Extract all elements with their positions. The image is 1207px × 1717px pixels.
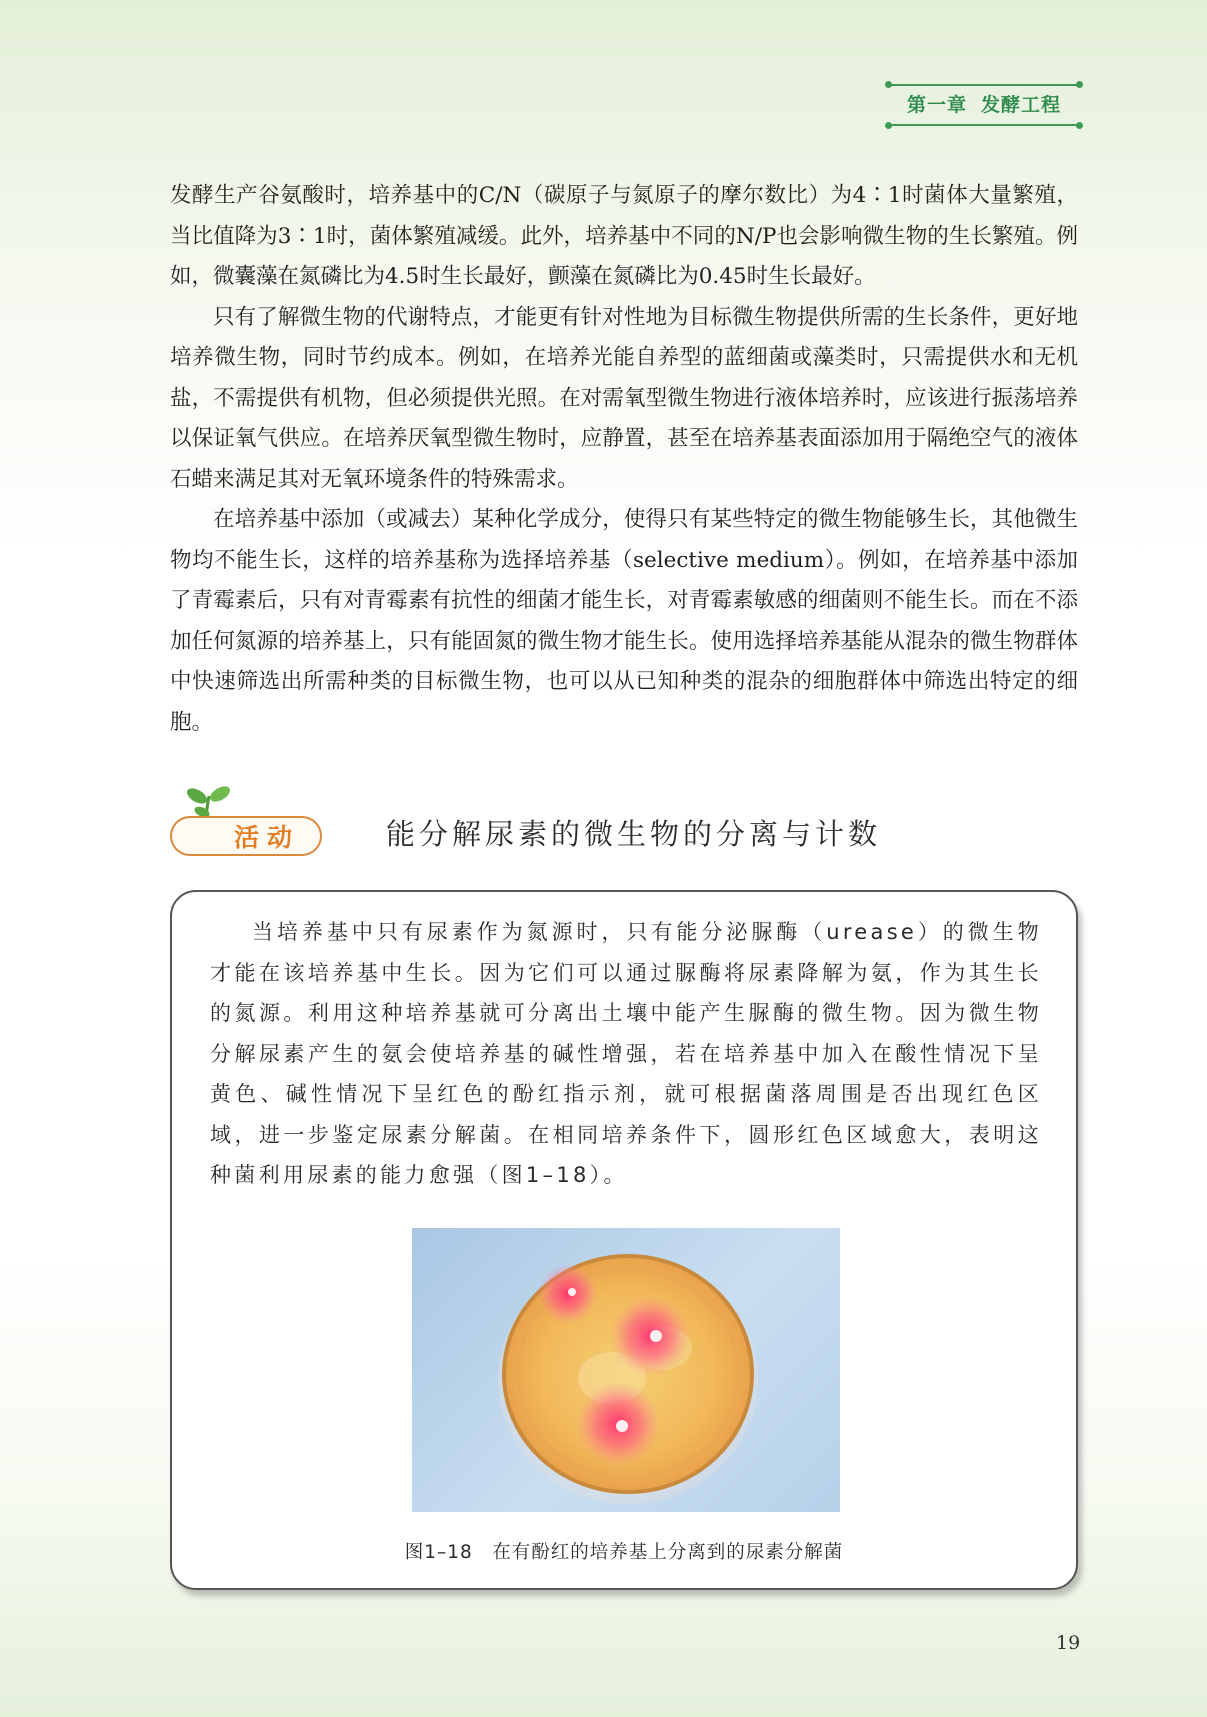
paragraph-1: 发酵生产谷氨酸时，培养基中的C/N（碳原子与氮原子的摩尔数比）为4∶1时菌体大量繁殖，当比值降为3∶1时，菌体繁殖减缓。此外，培养基中不同的N/P也会影响微生物的生长繁殖。例如，微囊藻在氮磷比为4.5时生长最好，颤藻在氮磷比为0.45时生长最好。 xyxy=(170,183,1078,289)
figure-caption: 图1–18 在有酚红的培养基上分离到的尿素分解菌 xyxy=(404,1542,844,1563)
paragraph-2: 只有了解微生物的代谢特点，才能更有针对性地为目标微生物提供所需的生长条件，更好地培养微生物，同时节约成本。例如，在培养光能自养型的蓝细菌或藻类时，只需提供水和无机盐，不需提供有机物，但必须提供光照。在对需氧型微生物进行液体培养时，应该进行振荡培养以保证氧气供应。在培养厌氧型微生物时，应静置，甚至在培养基表面添加用于隔绝空气的液体石蜡来满足其对无氧环境条件的特殊需求。 xyxy=(170,304,1078,492)
activity-badge xyxy=(166,782,326,858)
body-text xyxy=(170,176,1078,743)
chapter-title: 发酵工程 xyxy=(981,94,1062,116)
chapter-number: 第一章 xyxy=(906,94,967,116)
activity-text: 当培养基中只有尿素作为氮源时，只有能分泌脲酶（urease）的微生物才能在该培养基中生长。因为它们可以通过脲酶将尿素降解为氨，作为其生长的氮源。利用这种培养基就可分离出土壤中能产生脲酶的微生物。因为微生物分解尿素产生的氨会使培养基的碱性增强，若在培养基中加入在酸性情况下呈黄色、碱性情况下呈红色的酚红指示剂，就可根据菌落周围是否出现红色区域，进一步鉴定尿素分解菌。在相同培养条件下，圆形红色区域愈大，表明这种菌利用尿素的能力愈强（图1–18）。 xyxy=(210,920,1042,1187)
petri-dish-photo xyxy=(412,1228,840,1512)
activity-title: 能分解尿素的微生物的分离与计数 xyxy=(386,817,882,851)
page-number: 19 xyxy=(1056,1632,1081,1654)
paragraph-3: 在培养基中添加（或减去）某种化学成分，使得只有某些特定的微生物能够生长，其他微生物均不能生长，这样的培养基称为选择培养基（selective medium）。例如，在培养基中添加了青霉素后，只有对青霉素有抗性的细菌才能生长，对青霉素敏感的细菌则不能生长。而在不添加任何氮源的培养基上，只有能固氮的微生物才能生长。使用选择培养基能从混杂的微生物群体中快速筛选出所需种类的目标微生物，也可以从已知种类的混杂的细胞群体中筛选出特定的细胞。 xyxy=(170,507,1078,735)
chapter-header xyxy=(888,84,1080,126)
activity-box xyxy=(170,890,1078,1590)
activity-badge-label: 活动 xyxy=(234,823,301,852)
